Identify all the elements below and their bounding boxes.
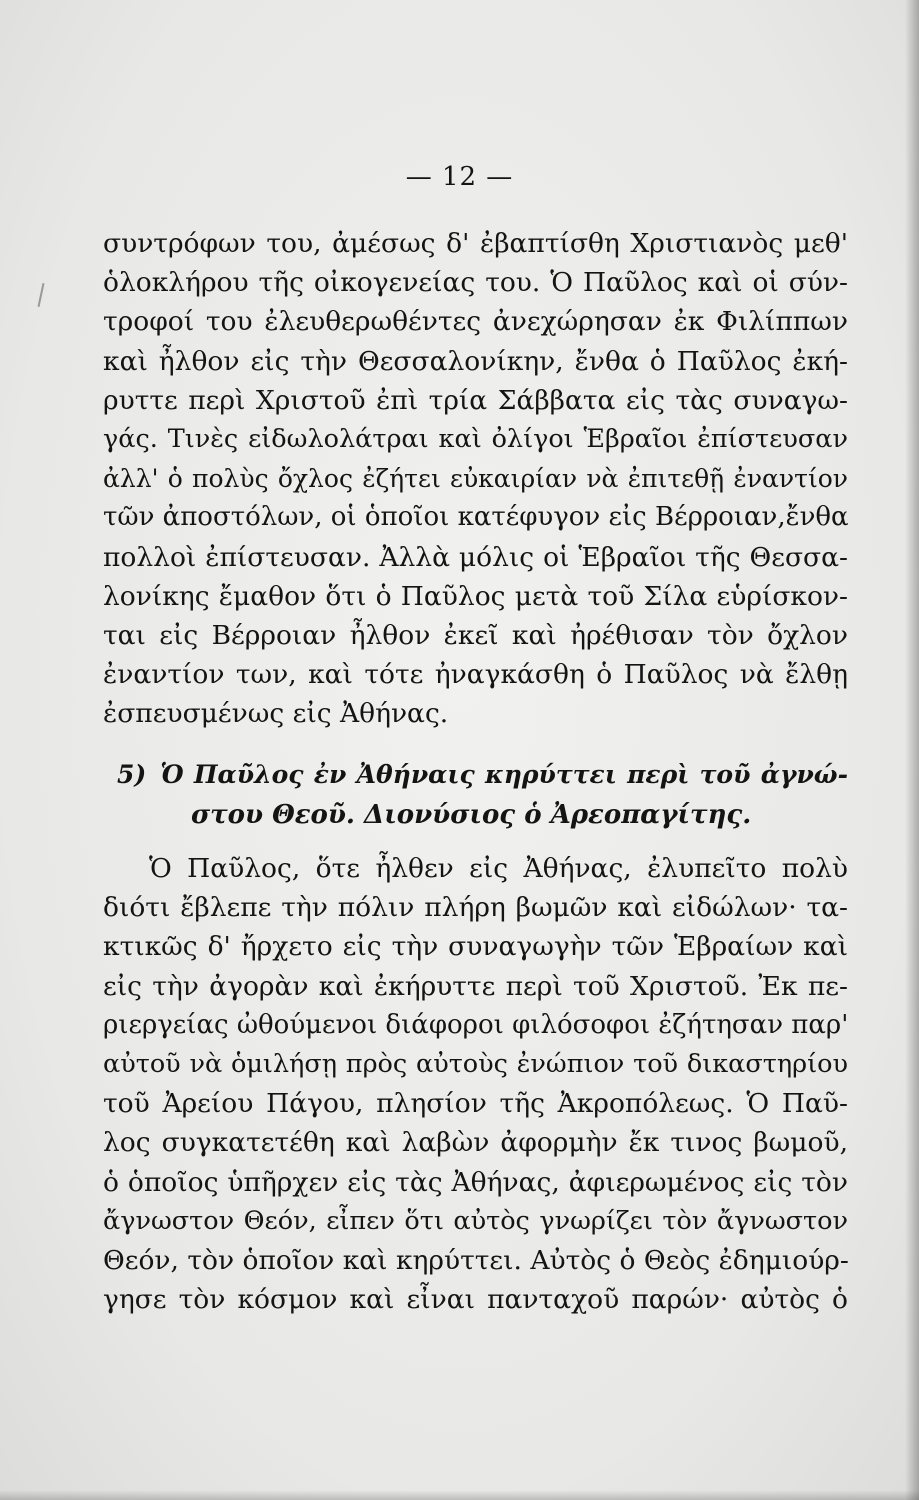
section-title-part-2: στου Θεοῦ. Διονύσιος ὁ Ἀρεοπαγίτης. (191, 800, 752, 830)
text-line: Θεόν, τὸν ὁποῖον καὶ κηρύττει. Αὐτὸς ὁ Θεὸς ἐδημιούρ- (103, 1244, 849, 1276)
text-line: κτικῶς δ' ἤρχετο εἰς τὴν συναγωγὴν τῶν Ἑβραίων καὶ (103, 931, 848, 963)
text-line: λος συγκατετέθη καὶ λαβὼν ἀφορμὴν ἔκ τινος βωμοῦ, (103, 1127, 848, 1159)
page-edge-shadow-right (905, 0, 919, 1500)
text-line: γάς. Τινὲς εἰδωλολάτραι καὶ ὀλίγοι Ἑβραῖοι ἐπίστευσαν (103, 423, 848, 454)
text-line: συντρόφων του, ἀμέσως δ' ἐβαπτίσθη Χριστιανὸς μεθ' (103, 228, 848, 259)
margin-mark (38, 283, 45, 307)
text-line: ἀλλ' ὁ πολὺς ὄχλος ἐζήτει εὐκαιρίαν νὰ ἐπιτεθῇ ἐναντίον (103, 464, 848, 494)
text-line: Ὁ Παῦλος, ὅτε ἦλθεν εἰς Ἀθήνας, ἐλυπεῖτο πολὺ (149, 853, 848, 884)
text-line: αὐτοῦ νὰ ὁμιλήσῃ πρὸς αὐτοὺς ἐνώπιον τοῦ δικαστηρίου (103, 1048, 848, 1079)
section-heading (103, 755, 848, 835)
text-line: τῶν ἀποστόλων, οἱ ὁποῖοι κατέφυγον εἰς Βέρροιαν,ἔνθα (103, 502, 849, 533)
text-line: ὁ ὁποῖος ὑπῆρχεν εἰς τὰς Ἀθήνας, ἀφιερωμένος εἰς τὸν (103, 1166, 848, 1198)
text-line: τοῦ Ἀρείου Πάγου, πλησίον τῆς Ἀκροπόλεως. Ὁ Παῦ- (103, 1088, 848, 1120)
text-line: διότι ἔβλεπε τὴν πόλιν πλήρη βωμῶν καὶ εἰδώλων· τα- (103, 892, 848, 924)
page-number: — 12 — (405, 162, 514, 192)
text-line: ἐναντίον των, καὶ τότε ἠναγκάσθη ὁ Παῦλος νὰ ἔλθῃ (103, 659, 848, 691)
text-line: γησε τὸν κόσμον καὶ εἶναι πανταχοῦ παρών· αὐτὸς ὁ (103, 1284, 848, 1316)
text-line: εἰς τὴν ἀγορὰν καὶ ἐκήρυττε περὶ τοῦ Χριστοῦ. Ἐκ πε- (103, 970, 848, 1002)
text-line: ται εἰς Βέρροιαν ἦλθον ἐκεῖ καὶ ἠρέθισαν τὸν ὄχλον (103, 619, 848, 651)
text-line: ἄγνωστον Θεόν, εἶπεν ὅτι αὐτὸς γνωρίζει τὸν ἄγνωστον (103, 1205, 848, 1236)
text-line: ριεργείας ὠθούμενοι διάφοροι φιλόσοφοι ἐζήτησαν παρ' (103, 1009, 849, 1040)
section-heading-line-1 (103, 755, 848, 795)
text-line: τροφοί του ἐλευθερωθέντες ἀνεχώρησαν ἐκ Φιλίππων (103, 306, 848, 338)
text-line: ἐσπευσμένως εἰς Ἀθήνας. (103, 698, 449, 730)
text-line: ὁλοκλήρου τῆς οἰκογενείας του. Ὁ Παῦλος καὶ οἱ σύν- (103, 267, 848, 299)
text-line: λονίκης ἔμαθον ὅτι ὁ Παῦλος μετὰ τοῦ Σίλα εὑρίσκον- (103, 580, 848, 612)
section-number: 5) (117, 760, 147, 789)
paragraph-1 (103, 224, 848, 733)
paragraph-2 (103, 849, 848, 1319)
page-edge-shadow-bottom (0, 1490, 919, 1500)
text-line: καὶ ἦλθον εἰς τὴν Θεσσαλονίκην, ἔνθα ὁ Παῦλος ἐκή- (103, 345, 848, 377)
text-line: ρυττε περὶ Χριστοῦ ἐπὶ τρία Σάββατα εἰς τὰς συναγω- (103, 384, 848, 416)
section-title-part-1: Ὁ Παῦλος ἐν Ἀθήναις κηρύττει περὶ τοῦ ἀγνώ- (160, 760, 848, 789)
text-line: πολλοὶ ἐπίστευσαν. Ἀλλὰ μόλις οἱ Ἑβραῖοι τῆς Θεσσα- (103, 541, 848, 573)
